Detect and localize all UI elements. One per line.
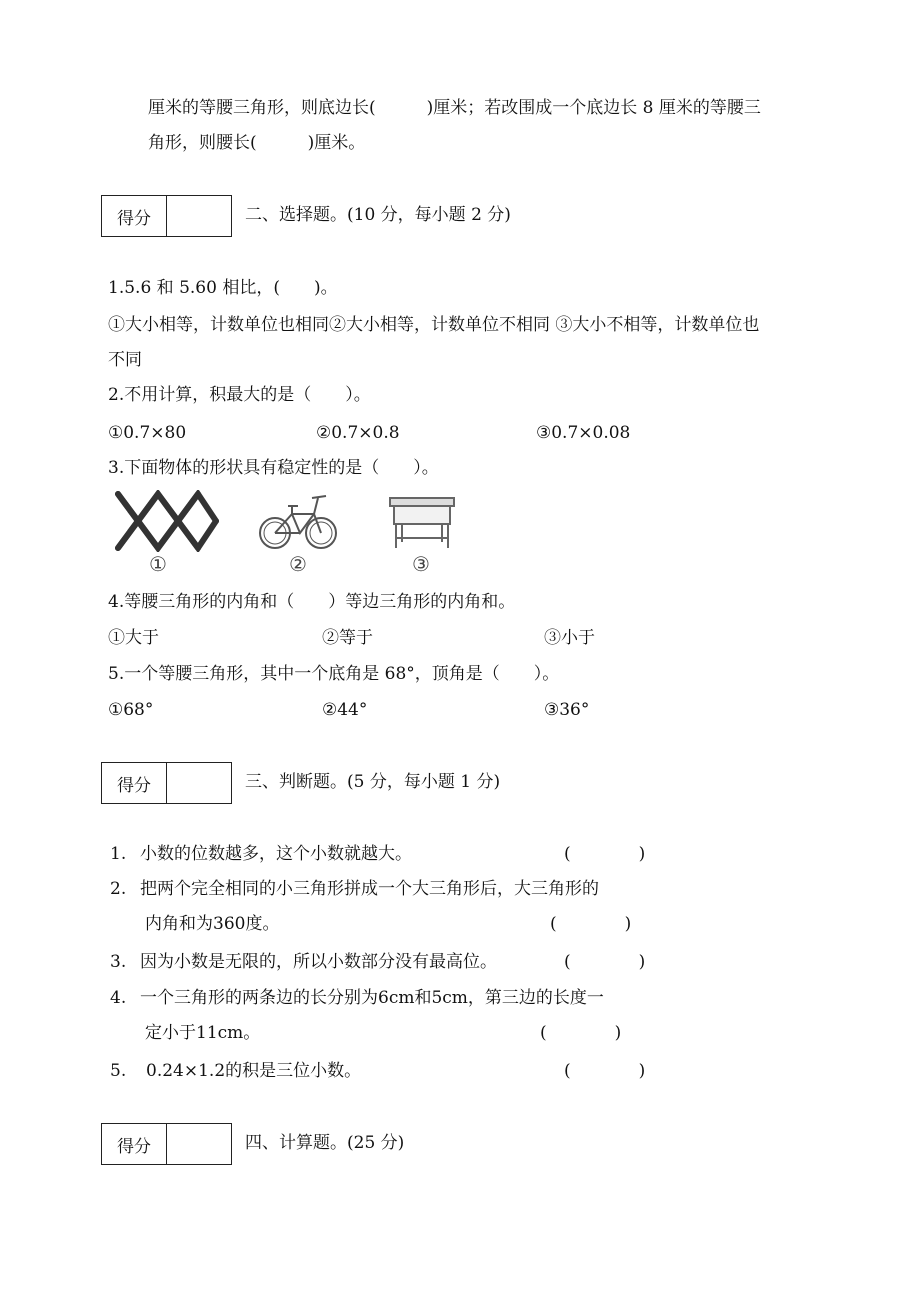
score-blank[interactable] — [167, 1124, 231, 1164]
score-box-section3 — [101, 762, 232, 804]
judge-item-paren[interactable]: ( ) — [540, 1023, 622, 1043]
q2-5-option-b: ②44° — [322, 700, 368, 720]
q2-3-caption-a: ① — [149, 552, 167, 576]
judge-item-paren[interactable]: ( ) — [564, 844, 646, 864]
judge-item-paren[interactable]: ( ) — [564, 1061, 646, 1081]
judge-item-text: 一个三角形的两条边的长分别为6cm和5cm，第三边的长度一 — [140, 988, 604, 1008]
intro-line-2: 角形，则腰长( )厘米。 — [148, 133, 366, 153]
q2-4-option-a: ①大于 — [108, 628, 159, 648]
bicycle-image — [258, 490, 338, 552]
section3-title: 三、判断题。(5 分，每小题 1 分) — [245, 772, 501, 792]
q2-4: 4.等腰三角形的内角和（ ）等边三角形的内角和。 — [108, 592, 516, 612]
table-image — [384, 492, 460, 552]
judge-item-text: 0.24×1.2的积是三位小数。 — [146, 1061, 362, 1081]
score-box-section2 — [101, 195, 232, 237]
q2-5: 5.一个等腰三角形，其中一个底角是 68°，顶角是（ ）。 — [108, 664, 560, 684]
q2-3-caption-c: ③ — [412, 552, 430, 576]
judge-item-num: 5. — [110, 1061, 127, 1081]
section4-title: 四、计算题。(25 分) — [245, 1133, 405, 1153]
q2-2-option-a: ①0.7×80 — [108, 423, 187, 443]
judge-item-text-cont: 定小于11cm。 — [145, 1023, 261, 1043]
judge-item-text: 小数的位数越多，这个小数就越大。 — [140, 844, 412, 864]
q2-1-options-line2: 不同 — [108, 350, 142, 370]
intro-line-1: 厘米的等腰三角形，则底边长( )厘米；若改围成一个底边长 8 厘米的等腰三 — [148, 98, 761, 118]
q2-1-options-line1: ①大小相等，计数单位也相同②大小相等，计数单位不相同 ③大小不相等，计数单位也 — [108, 315, 760, 335]
q2-5-option-a: ①68° — [108, 700, 154, 720]
q2-3-caption-b: ② — [289, 552, 307, 576]
q2-5-option-c: ③36° — [544, 700, 590, 720]
q2-1: 1.5.6 和 5.60 相比，( )。 — [108, 278, 338, 298]
score-label: 得分 — [102, 196, 167, 236]
judge-item-num: 2. — [110, 879, 127, 899]
judge-item-num: 4. — [110, 988, 127, 1008]
q2-4-option-b: ②等于 — [322, 628, 373, 648]
score-blank[interactable] — [167, 763, 231, 803]
judge-item-paren[interactable]: ( ) — [550, 914, 632, 934]
judge-item-text: 把两个完全相同的小三角形拼成一个大三角形后，大三角形的 — [140, 879, 599, 899]
section2-title: 二、选择题。(10 分，每小题 2 分) — [245, 205, 511, 225]
score-label: 得分 — [102, 1124, 167, 1164]
q2-3: 3.下面物体的形状具有稳定性的是（ ）。 — [108, 458, 439, 478]
q2-2-option-b: ②0.7×0.8 — [316, 423, 400, 443]
score-label: 得分 — [102, 763, 167, 803]
score-blank[interactable] — [167, 196, 231, 236]
q2-2-option-c: ③0.7×0.08 — [536, 423, 631, 443]
score-box-section4 — [101, 1123, 232, 1165]
judge-item-num: 1. — [110, 844, 127, 864]
judge-item-text-cont: 内角和为360度。 — [145, 914, 280, 934]
judge-item-paren[interactable]: ( ) — [564, 952, 646, 972]
judge-item-num: 3. — [110, 952, 127, 972]
q2-4-option-c: ③小于 — [544, 628, 595, 648]
lattice-gate-image — [112, 490, 220, 552]
judge-item-text: 因为小数是无限的，所以小数部分没有最高位。 — [140, 952, 497, 972]
q2-2: 2.不用计算，积最大的是（ ）。 — [108, 385, 371, 405]
